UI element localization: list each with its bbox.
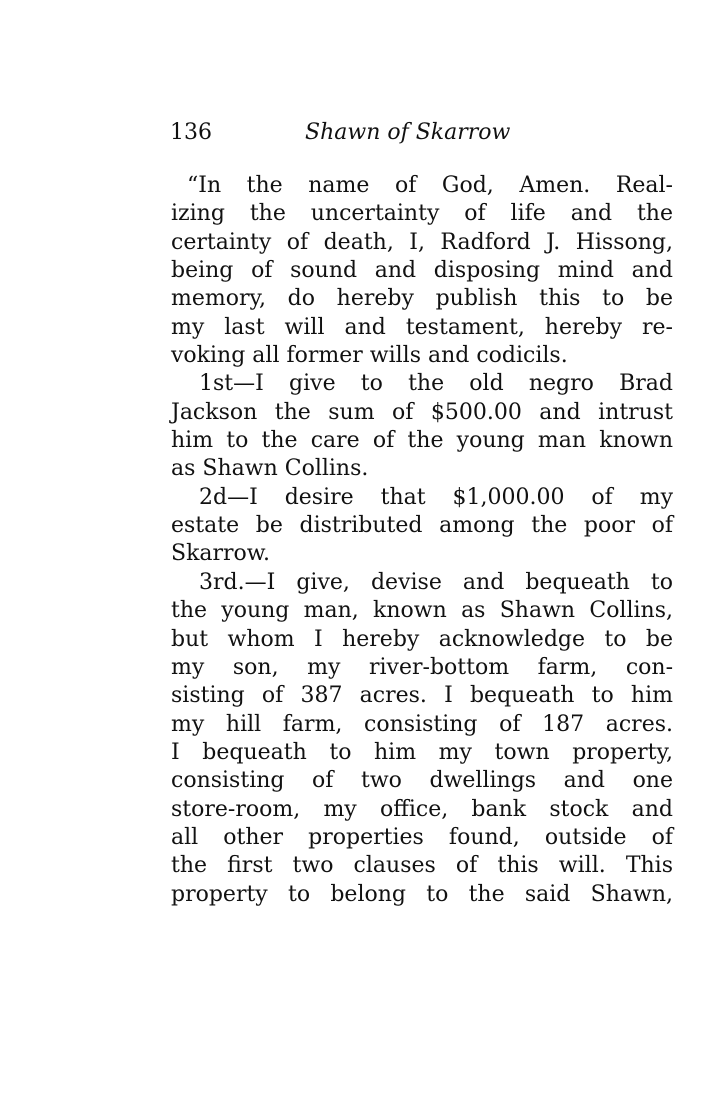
text-line: as Shawn Collins. xyxy=(171,456,369,482)
text-line: voking all former wills and codicils. xyxy=(171,343,568,369)
text-line: all other properties found, outside of xyxy=(171,824,673,850)
text-line: but whom I hereby acknowledge to be xyxy=(171,626,673,652)
text-line: my hill farm, consisting of 187 acres. xyxy=(171,711,673,737)
page-number: 136 xyxy=(170,120,212,145)
text-line: Skarrow. xyxy=(171,541,271,567)
text-line: the young man, known as Shawn Collins, xyxy=(171,598,673,624)
text-line: I bequeath to him my town property, xyxy=(171,739,673,765)
text-line: store-room, my office, bank stock and xyxy=(171,796,673,822)
text-line: 2d—I desire that $1,000.00 of my xyxy=(199,484,673,510)
text-line: being of sound and disposing mind and xyxy=(171,258,673,284)
text-line: consisting of two dwellings and one xyxy=(171,768,673,794)
text-line: the first two clauses of this will. This xyxy=(171,853,673,879)
text-line: property to belong to the said Shawn, xyxy=(171,881,673,907)
running-head xyxy=(170,116,680,150)
text-line: certainty of death, I, Radford J. Hissong, xyxy=(171,229,673,255)
text-line: my last will and testament, hereby re- xyxy=(171,314,673,340)
text-line: 1st—I give to the old negro Brad xyxy=(199,371,673,397)
text-line: “In the name of God, Amen. Real- xyxy=(187,173,673,198)
text-line: 3rd.—I give, devise and bequeath to xyxy=(199,569,673,595)
text-line: izing the uncertainty of life and the xyxy=(171,201,673,227)
book-title: Shawn of Skarrow xyxy=(305,120,511,145)
text-line: my son, my river-bottom farm, con- xyxy=(171,654,673,680)
text-line: him to the care of the young man known xyxy=(171,428,673,454)
body-text xyxy=(171,172,673,909)
text-line: sisting of 387 acres. I bequeath to him xyxy=(171,683,673,709)
text-line: memory, do hereby publish this to be xyxy=(171,286,673,312)
text-line: Jackson the sum of $500.00 and intrust xyxy=(171,399,673,425)
text-line: estate be distributed among the poor of xyxy=(171,513,673,539)
